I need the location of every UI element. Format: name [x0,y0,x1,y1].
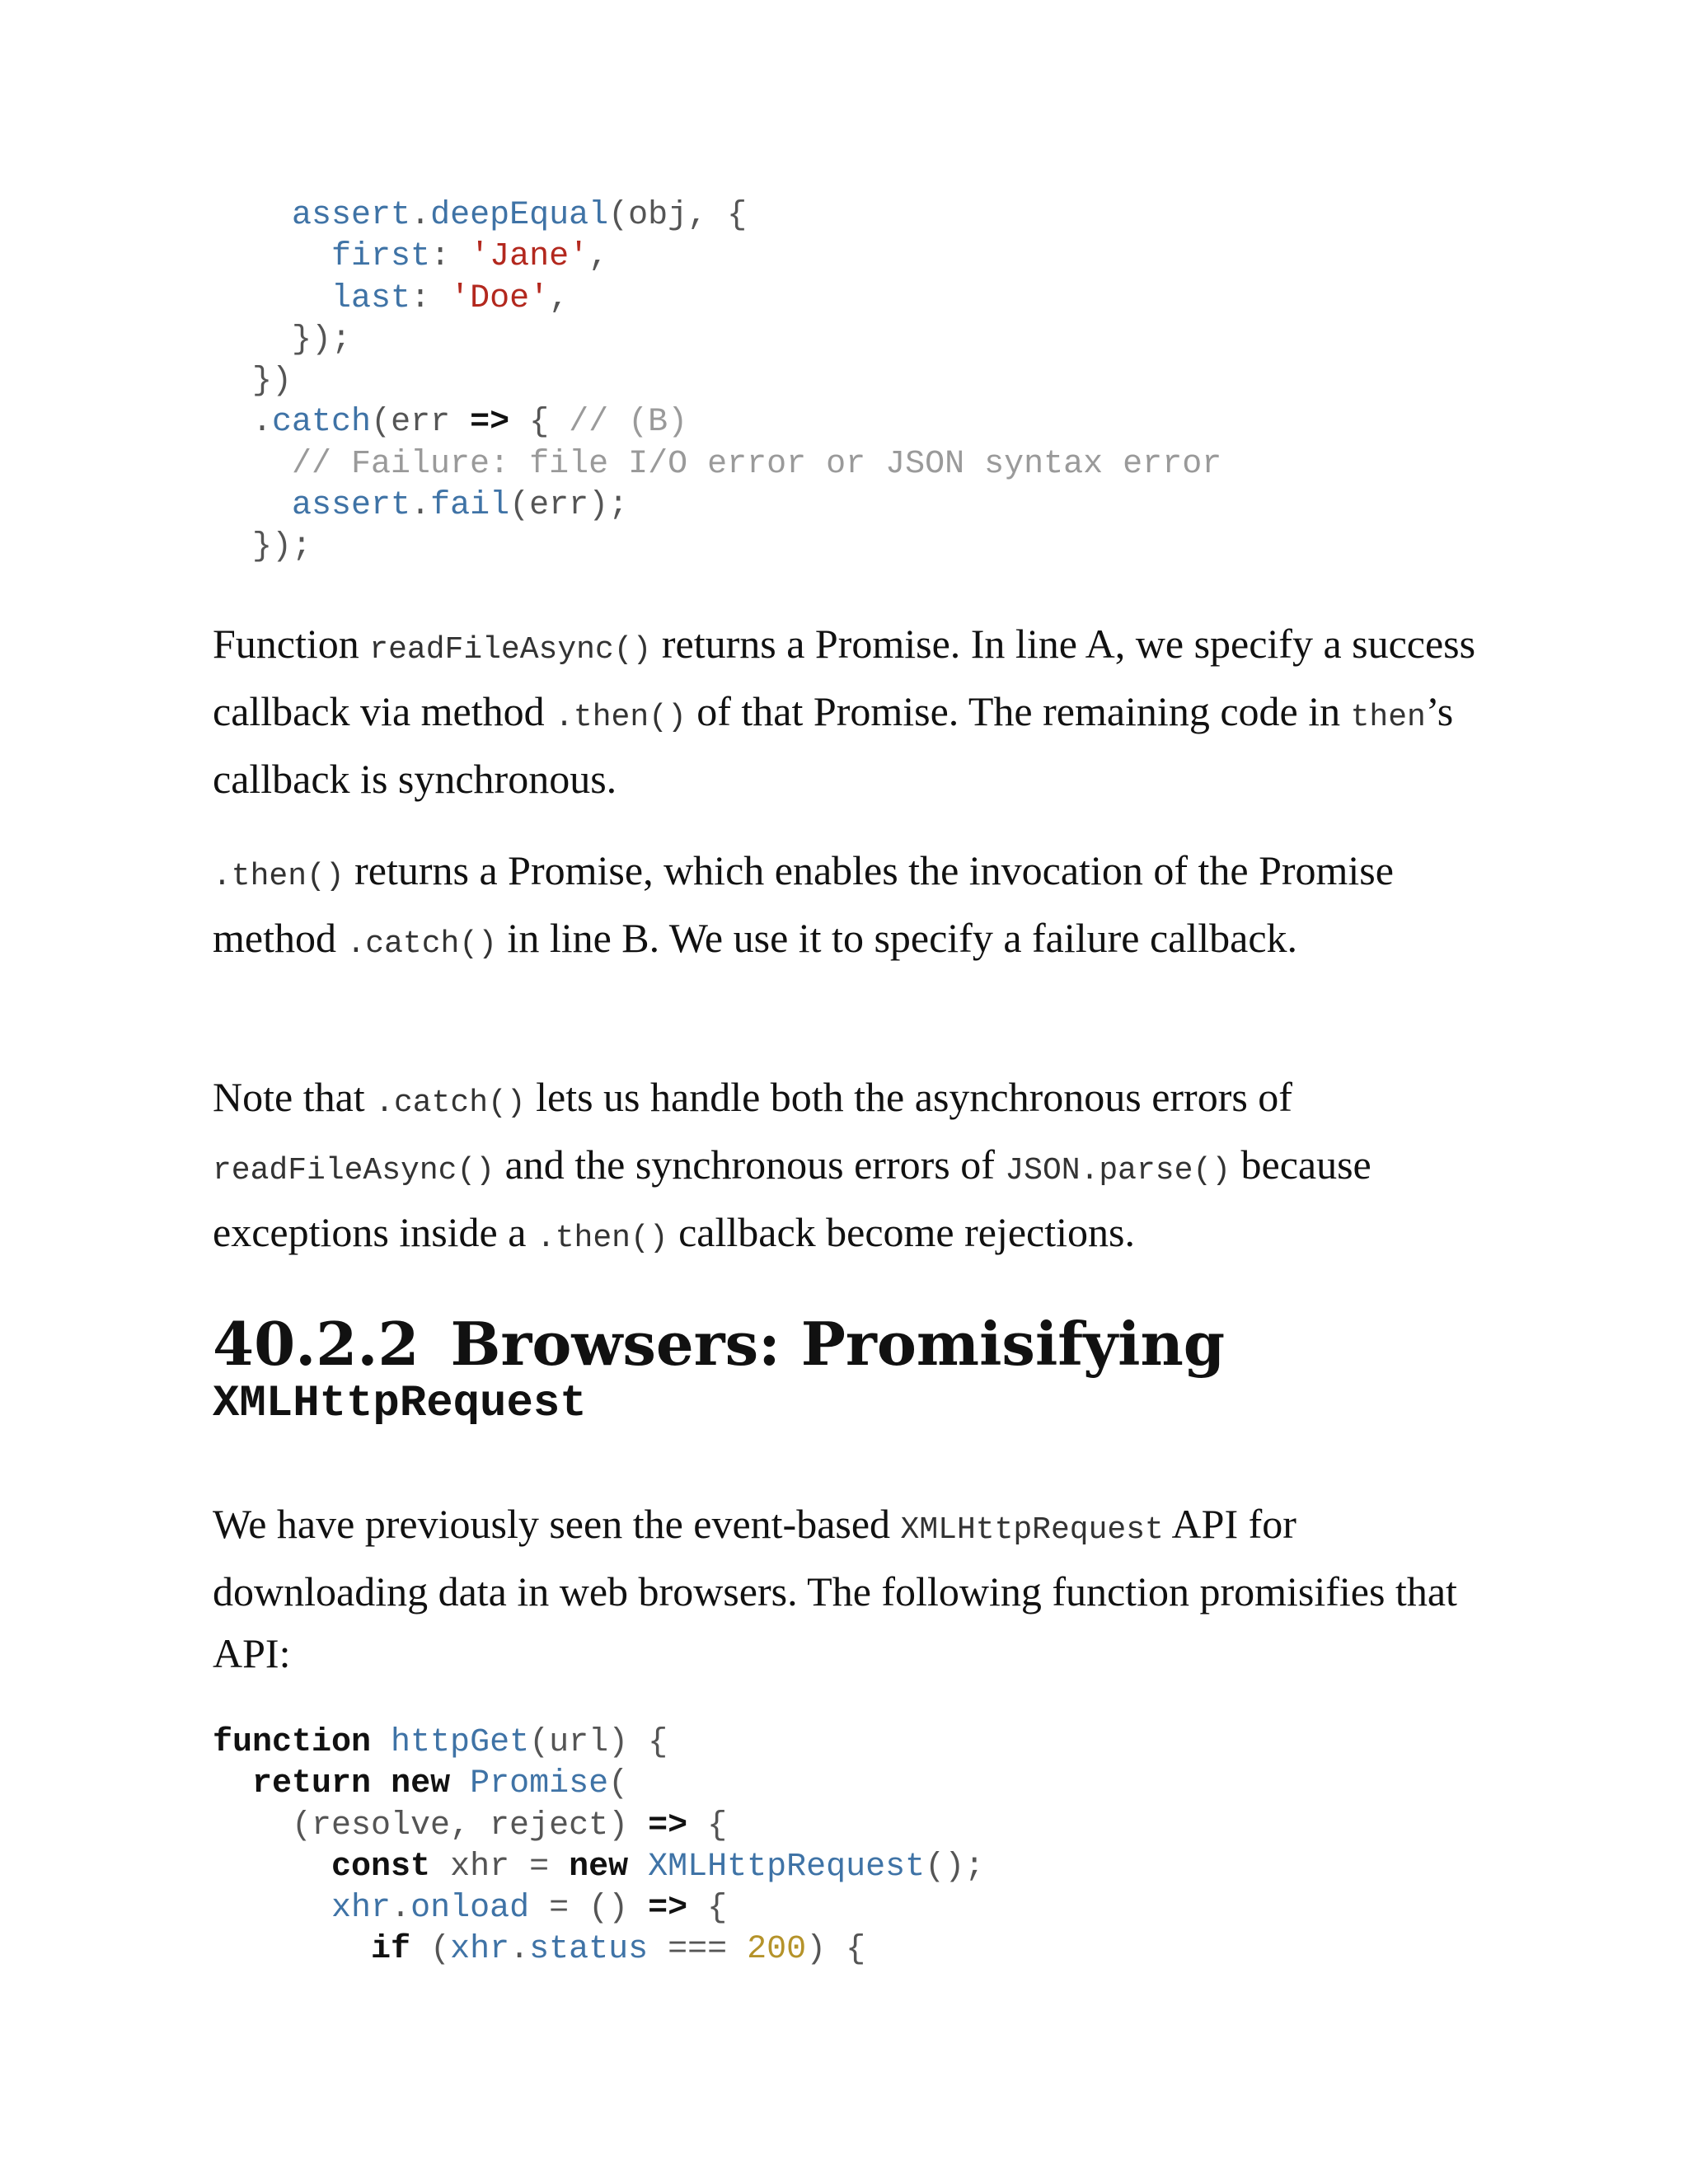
code-line [213,361,1221,402]
code-line [213,320,1221,361]
section-heading [213,1310,1531,1430]
code-line [213,279,1221,320]
text-run: ’s callback is synchronous. [213,688,1454,802]
inline-code: XMLHttpRequest [900,1512,1164,1548]
code-line [213,527,1221,568]
code-token: assert [292,197,411,234]
code-token: . [391,1890,411,1928]
code-token [450,1765,470,1802]
code-block-top [213,195,1221,569]
code-token: => [648,1890,688,1928]
code-token: httpGet [391,1724,530,1761]
text-run: callback become rejections. [668,1209,1135,1255]
code-block-httpget [213,1722,984,1971]
inline-code: readFileAsync() [369,632,652,668]
code-token: new [569,1848,629,1886]
paragraph-xhr-intro [213,1493,1498,1685]
code-token: === [648,1931,748,1969]
inline-code: .then() [213,859,345,894]
inline-code: JSON.parse() [1005,1153,1231,1188]
text-run: because exceptions inside a [213,1141,1372,1255]
code-token: . [509,1931,530,1969]
inline-code: .catch() [375,1085,526,1121]
inline-code: .then() [536,1221,668,1256]
code-token: = () [529,1890,649,1928]
code-token: (err); [509,487,629,525]
inline-code: readFileAsync() [213,1153,495,1188]
inline-code: .catch() [346,926,497,962]
code-line [213,1888,984,1929]
code-token [628,1849,648,1886]
code-line [213,195,1221,237]
code-line [213,1847,984,1888]
code-token: deepEqual [430,197,609,234]
section-title: Browsers: Promisifying [450,1309,1226,1379]
code-line [213,1929,984,1971]
code-token: ) { [806,1931,866,1969]
code-line [213,1722,984,1764]
text-run: Note that [213,1074,376,1120]
code-token: catch [272,404,372,442]
paragraph-then-returns-promise [213,840,1498,975]
code-token: , [549,279,570,317]
code-token: { [687,1807,728,1844]
code-token [371,1765,391,1802]
code-token: , [588,238,609,276]
text-run: returns a Promise, which enables the invocation of the Promise method [213,847,1394,961]
code-line [213,1806,984,1847]
paragraph-readfileasync [213,613,1498,810]
code-token: (resolve, reject) [292,1807,649,1844]
code-token: onload [410,1890,530,1928]
code-line [213,237,1221,278]
code-token: : [430,238,471,276]
code-token: if [371,1931,411,1969]
code-token: 'Jane' [470,238,589,276]
code-line [213,1764,984,1805]
section-title-code: XMLHttpRequest [213,1379,587,1429]
inline-code: .then() [555,700,687,735]
code-token: (err [371,404,471,442]
code-token: }); [252,528,312,566]
code-token: xhr [331,1890,392,1928]
code-token: => [470,404,510,442]
code-token: { [509,404,570,442]
code-token: function [213,1724,372,1761]
code-token: }); [292,321,352,359]
code-token: (obj, { [608,197,748,234]
code-token: (url) { [529,1724,668,1761]
code-token: : [410,279,451,317]
code-token: const [331,1848,431,1886]
section-heading-line [213,1310,1531,1379]
code-token: new [391,1765,451,1803]
code-token: return [252,1765,372,1803]
text-run: and the synchronous errors of [495,1141,1006,1188]
code-token: . [252,404,273,442]
code-line [213,402,1221,443]
code-token: first [331,238,431,276]
code-token: last [331,279,411,317]
code-token: fail [430,487,510,525]
code-token: // Failure: file I/O error or JSON syntax error [292,445,1222,483]
code-token: 200 [747,1931,807,1969]
text-run: Function [213,621,370,667]
code-token: { [687,1890,728,1928]
code-token: ( [410,1931,451,1969]
code-token: Promise [470,1765,609,1803]
text-run: API for downloading data in web browsers. The following function promisifies that API: [213,1501,1457,1676]
code-token: . [410,487,431,525]
text-run: returns a Promise. In line A, we specify a success callback via method [213,621,1476,734]
code-line [213,485,1221,527]
code-token: 'Doe' [450,279,550,317]
inline-code: then [1350,700,1426,735]
code-line [213,444,1221,485]
code-token: // (B) [569,404,688,442]
paragraph-catch-note [213,1066,1498,1269]
text-run: of that Promise. The remaining code in [686,688,1351,734]
code-token: xhr = [430,1848,570,1886]
code-token: . [410,197,431,234]
code-token [371,1724,391,1761]
text-run: We have previously seen the event-based [213,1501,901,1547]
code-token: }) [252,363,293,401]
code-token: ( [608,1765,629,1803]
text-run: in line B. We use it to specify a failure callback. [496,915,1298,961]
text-run: lets us handle both the asynchronous errors of [525,1074,1292,1120]
code-token: (); [925,1848,985,1886]
code-token: assert [292,487,411,525]
section-number: 40.2.2 [213,1309,420,1379]
code-token: status [529,1931,649,1969]
code-token: xhr [450,1931,510,1969]
code-token: => [648,1807,688,1844]
code-token: XMLHttpRequest [648,1848,926,1886]
